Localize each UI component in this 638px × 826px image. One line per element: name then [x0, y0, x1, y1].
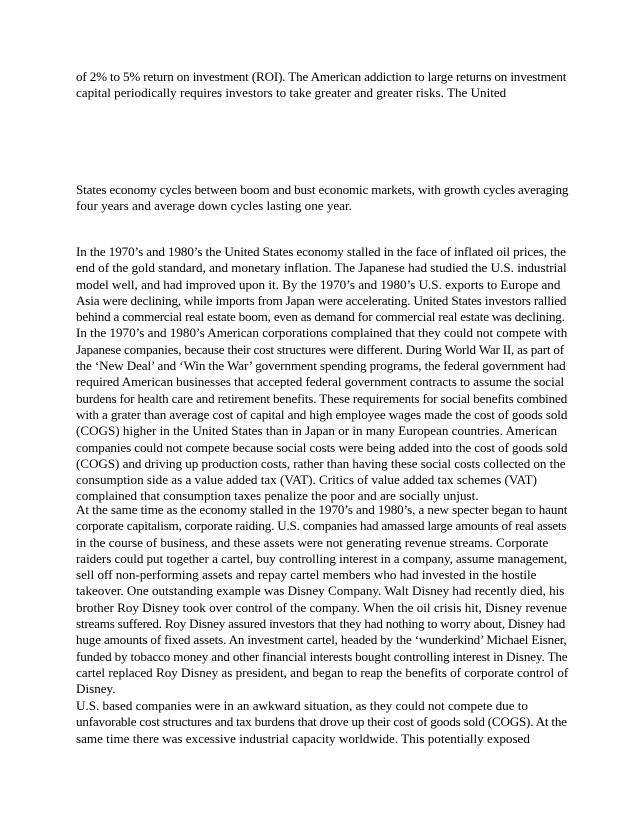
text-line: Japanese companies, because their cost structures were different. During World War II, as part of [76, 341, 564, 357]
text-line: with a grater than average cost of capital and high employee wages made the cost of goods sold [76, 406, 568, 422]
paragraph-1970s-economy [76, 244, 568, 505]
text-line: At the same time as the economy stalled in the 1970’s and 1980’s, a new specter began to haunt [76, 502, 568, 517]
text-line: capital periodically requires investors to take greater and greater risks. The United [76, 85, 507, 101]
text-line: huge amounts of fixed assets. An investment cartel, headed by the ‘wunderkind’ Michael Eisner, [76, 632, 567, 648]
text-line: behind a commercial real estate boom, even as demand for commercial real estate was declining. [76, 309, 565, 325]
text-line: corporate capitalism, corporate raiding. U.S. companies had amassed large amounts of real assets [76, 518, 567, 534]
text-line: States economy cycles between boom and bust economic markets, with growth cycles averaging [76, 182, 569, 197]
text-line: (COGS) and driving up production costs, rather than having these social costs collected on the [76, 455, 566, 471]
text-line: cartel replaced Roy Disney as president, and began to reap the benefits of corporate control of [76, 664, 569, 680]
text-line: four years and average down cycles lasting one year. [76, 198, 352, 214]
paragraph-roi-continuation [76, 69, 568, 102]
text-line: required American businesses that accepted federal government contracts to assume the social [76, 374, 565, 390]
text-line: brother Roy Disney took over control of the company. When the oil crisis hit, Disney revenue [76, 599, 567, 615]
text-line: takeover. One outstanding example was Disney Company. Walt Disney had recently died, his [76, 583, 565, 599]
text-line: raiders could put together a cartel, buy controlling interest in a company, assume management, [76, 550, 568, 566]
text-line: In the 1970’s and 1980’s American corporations complained that they could not compete with [76, 325, 568, 341]
paragraph-corporate-raiding [76, 502, 568, 698]
text-line: same time there was excessive industrial capacity worldwide. This potentially exposed [76, 730, 530, 746]
text-line: the ‘New Deal’ and ‘Win the War’ government spending programs, the federal government had [76, 358, 566, 374]
text-line: consumption side as a value added tax (VAT). Critics of value added tax schemes (VAT) [76, 472, 537, 488]
text-line: in the course of business, and these assets were not generating revenue streams. Corporate [76, 534, 549, 550]
text-line: Disney. [76, 681, 116, 697]
text-line: companies could not compete because social costs were being added into the cost of goods sold [76, 439, 568, 455]
text-line: complained that consumption taxes penalize the poor and are socially unjust. [76, 488, 479, 504]
text-line: funded by tobacco money and other financial interests bought controlling interest in Disney. The [76, 648, 568, 664]
text-line: In the 1970’s and 1980’s the United States economy stalled in the face of inflated oil prices, the [76, 244, 566, 259]
text-line: of 2% to 5% return on investment (ROI). The American addiction to large returns on investment [76, 69, 567, 84]
text-line: Asia were declining, while imports from Japan were accelerating. United States investors rallied [76, 292, 567, 308]
text-line: burdens for health care and retirement benefits. These requirements for social benefits combined [76, 390, 568, 406]
text-line: unfavorable cost structures and tax burdens that drove up their cost of goods sold (COGS). At the [76, 714, 567, 730]
paragraph-economy-cycles [76, 182, 568, 215]
text-line: end of the gold standard, and monetary inflation. The Japanese had studied the U.S. industrial [76, 260, 567, 276]
text-line: (COGS) higher in the United States than in Japan or in many European countries. American [76, 423, 558, 439]
text-line: sell off non-performing assets and repay cartel members who had invested in the hostile [76, 567, 537, 583]
text-line: streams suffered. Roy Disney assured investors that they had nothing to worry about, Disney had [76, 616, 566, 632]
text-line: model well, and had improved upon it. By the 1970’s and 1980’s U.S. exports to Europe and [76, 276, 561, 292]
paragraph-us-companies [76, 698, 568, 747]
text-line: U.S. based companies were in an awkward situation, as they could not compete due to [76, 698, 528, 713]
